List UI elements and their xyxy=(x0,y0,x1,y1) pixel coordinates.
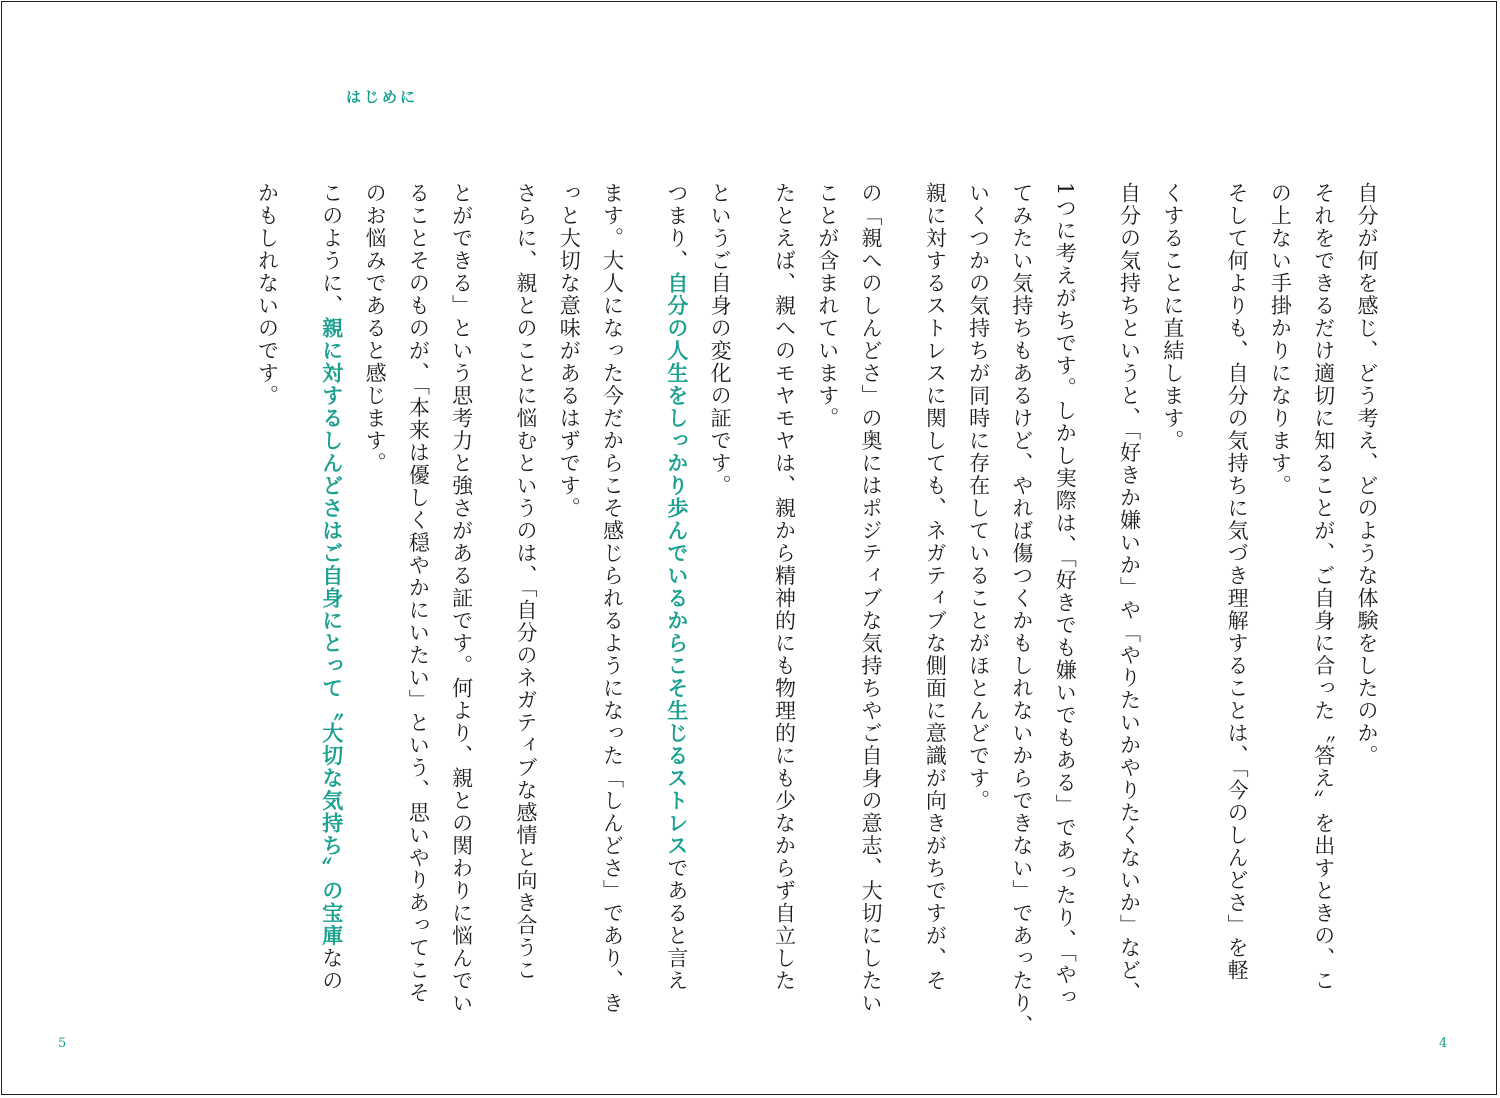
text-segment: ことが含まれています。 xyxy=(815,182,840,430)
body-text xyxy=(245,182,1388,1037)
text-segment: の「親へのしんどさ」の奥にはポジティブな気持ちやご自身の意志、大切にしたい xyxy=(859,182,884,1015)
text-line xyxy=(1043,182,1086,1009)
highlighted-phrase: 自分の人生をしっかり歩んでいるからこそ生じるストレス xyxy=(664,272,689,857)
text-line xyxy=(762,182,805,992)
text-segment: つまり、 xyxy=(664,182,689,272)
text-line xyxy=(1107,182,1150,1004)
text-segment: かもしれないのです。 xyxy=(255,182,280,407)
text-segment: ることそのものが、「本来は優しく穏やかにいたい」という、思いやりあってこそ xyxy=(406,182,431,1004)
text-line xyxy=(698,182,741,942)
text-segment: 親に対するストレスに関しても、ネガティブな側面に意識が向きがちですが、そ xyxy=(923,182,948,992)
text-line xyxy=(1000,182,1043,1037)
page-number-right: 4 xyxy=(1439,1036,1448,1051)
text-segment: というご自身の変化の証です。 xyxy=(708,182,733,497)
section-heading: はじめに xyxy=(346,88,419,106)
text-line xyxy=(1215,182,1258,982)
text-line xyxy=(805,182,848,942)
book-spread xyxy=(1,1,1497,1095)
text-line xyxy=(590,182,633,1015)
text-line xyxy=(396,182,439,1004)
text-line xyxy=(504,182,547,982)
text-segment: そして何よりも、自分の気持ちに気づき理解することは、「今のしんどさ」を軽 xyxy=(1225,182,1250,982)
text-segment: てみたい気持ちもあるけど、やれば傷つくかもしれないからできない」であったり、 xyxy=(1009,182,1034,1037)
text-segment: のお悩みであると感じます。 xyxy=(363,182,388,475)
text-segment: 自分が何を感じ、どう考え、どのような体験をしたのか。 xyxy=(1355,182,1379,767)
text-line xyxy=(956,182,999,942)
text-segment: それをできるだけ適切に知ることが、ご自身に合った〝答え〟を出すときの、こ xyxy=(1311,182,1336,992)
text-segment: さらに、親とのことに悩むというのは、「自分のネガティブな感情と向き合うこ xyxy=(513,182,538,982)
text-segment: このように、 xyxy=(319,182,344,317)
text-line xyxy=(245,182,288,942)
text-segment: いくつかの気持ちが同時に存在していることがほとんどです。 xyxy=(966,182,991,812)
text-line xyxy=(1345,182,1388,942)
text-segment: であると言え xyxy=(664,857,689,992)
text-segment: なの xyxy=(319,947,344,992)
text-line xyxy=(353,182,396,942)
text-segment: たとえば、親へのモヤモヤは、親から精神的にも物理的にも少なからず自立した xyxy=(772,182,797,992)
text-segment: 1つに考えがちです。しかし実際は、「好きでも嫌いでもある」であったり、「やっ xyxy=(1053,182,1078,1009)
text-line xyxy=(1258,182,1301,942)
text-line xyxy=(849,182,892,1015)
text-segment: くすることに直結します。 xyxy=(1160,182,1185,452)
text-segment: とができる」という思考力と強さがある証です。何より、親との関わりに悩んでい xyxy=(449,182,474,1015)
text-segment: の上ない手掛かりになります。 xyxy=(1268,182,1293,497)
text-line xyxy=(655,182,698,992)
text-line xyxy=(309,182,352,992)
text-line xyxy=(1151,182,1194,942)
highlighted-phrase: 親に対するしんどさはご自身にとって〝大切な気持ち〟の宝庫 xyxy=(319,317,344,947)
text-line xyxy=(1301,182,1344,992)
page-number-left: 5 xyxy=(58,1036,67,1051)
text-line xyxy=(439,182,482,1015)
text-segment: ます。大人になった今だからこそ感じられるようになった「しんどさ」であり、き xyxy=(600,182,625,1015)
text-line xyxy=(913,182,956,992)
text-segment: 自分の気持ちというと、「好きか嫌いか」や「やりたいかやりたくないか」など、 xyxy=(1117,182,1142,1004)
text-line xyxy=(547,182,590,942)
text-segment: っと大切な意味があるはずです。 xyxy=(557,182,582,520)
